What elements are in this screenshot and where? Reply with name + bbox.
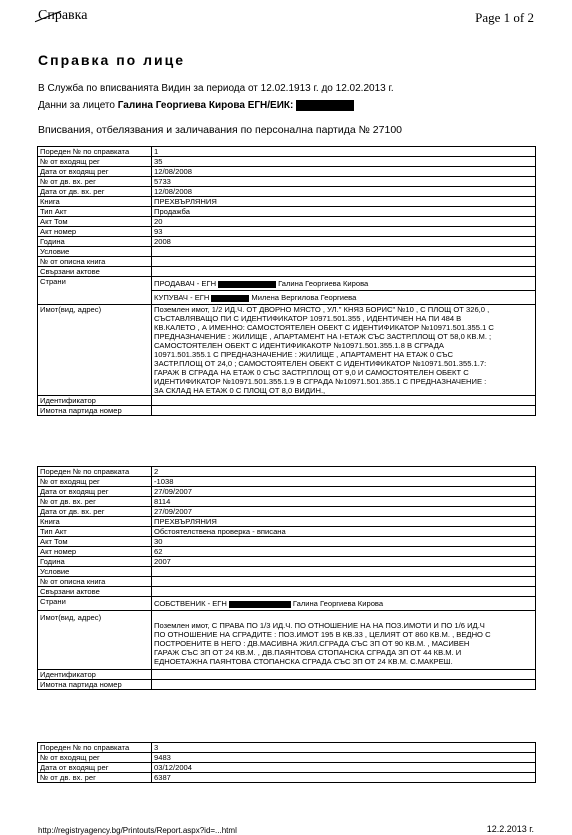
field-label: Свързани актове	[38, 587, 152, 597]
record-table-1	[37, 146, 536, 416]
property-line: ЗА СКЛАД НА ЕТАЖ 0 С ПЛОЩ ОТ 8,0 ВИДИН.,	[154, 386, 326, 395]
field-label: № от дв. вх. рег	[38, 497, 152, 507]
field-value	[152, 257, 536, 267]
field-label: Година	[38, 237, 152, 247]
table-row	[38, 396, 536, 406]
table-row	[38, 247, 536, 257]
property-row	[38, 611, 536, 670]
field-label: Свързани актове	[38, 267, 152, 277]
field-label: Пореден № по справката	[38, 147, 152, 157]
redaction-bar	[218, 281, 276, 288]
table-row	[38, 406, 536, 416]
field-label: Имот(вид, адрес)	[38, 305, 152, 396]
redaction-bar	[229, 601, 291, 608]
table-row	[38, 507, 536, 517]
table-row	[38, 267, 536, 277]
field-label: Тип Акт	[38, 527, 152, 537]
property-line: ЗАСТР.ПЛОЩ ОТ 24,0 ; САМОСТОЯТЕЛЕН ОБЕКТ С ИДЕНТИФИКАТОР №10971.501.355.1.7:	[154, 359, 487, 368]
table-row	[38, 197, 536, 207]
field-value: 35	[152, 157, 536, 167]
field-label: Имот(вид, адрес)	[38, 611, 152, 670]
table-row	[38, 537, 536, 547]
entries-line: Вписвания, отбелязвания и заличавания по персонална партида № 27100	[38, 124, 402, 136]
field-label: Имотна партида номер	[38, 406, 152, 416]
property-line: Поземлен имот, С ПРАВА ПО 1/3 ИД.Ч. ПО ОТНОШЕНИЕ НА НА ПОЗ.ИМОТИ И ПО 1/6 ИД.Ч	[154, 621, 485, 630]
property-line: СЪСТАВЛЯВАЩО ПИ С ИДЕНТИФИКАТОР 10971.501.355 , ИДЕНТИЧЕН НА ПИ 484 В	[154, 314, 462, 323]
redaction-bar	[296, 100, 354, 111]
table-row	[38, 753, 536, 763]
field-label: Акт Том	[38, 217, 152, 227]
party-role: КУПУВАЧ - ЕГН	[154, 293, 210, 302]
field-label: Година	[38, 557, 152, 567]
table-row	[38, 157, 536, 167]
field-label: № от дв. вх. рег	[38, 177, 152, 187]
field-label: Дата от входящ рег	[38, 167, 152, 177]
table-row	[38, 177, 536, 187]
field-value: 27/09/2007	[152, 507, 536, 517]
field-value: 12/08/2008	[152, 187, 536, 197]
field-label: № от описна книга	[38, 577, 152, 587]
field-value	[152, 267, 536, 277]
table-row	[38, 773, 536, 783]
table-row	[38, 487, 536, 497]
party-entry	[152, 277, 535, 290]
property-line: Поземлен имот, 1/2 ИД.Ч. ОТ ДВОРНО МЯСТО , УЛ." КНЯЗ БОРИС" №10 , С ПЛОЩ ОТ 326,0 ,	[154, 305, 490, 314]
field-value	[152, 680, 536, 690]
person-name: Галина Георгиева Кирова ЕГН/ЕИК:	[117, 100, 294, 112]
field-value: 8114	[152, 497, 536, 507]
field-value: 1	[152, 147, 536, 157]
table-row	[38, 743, 536, 753]
field-label: Дата от дв. вх. рег	[38, 507, 152, 517]
field-value: 12/08/2008	[152, 167, 536, 177]
table-row	[38, 567, 536, 577]
field-value: Продажба	[152, 207, 536, 217]
field-value: ПРЕХВЪРЛЯНИЯ	[152, 197, 536, 207]
redaction-bar	[211, 295, 249, 302]
table-row	[38, 467, 536, 477]
field-label: Акт номер	[38, 547, 152, 557]
property-line: ПО ОТНОШЕНИЕ НА СГРАДИТЕ : ПОЗ.ИМОТ 195 В КВ.33 , ЦЕЛИЯТ ОТ 860 КВ.М. , ВЕДНО С	[154, 630, 491, 639]
doc-label: Справка	[38, 8, 87, 24]
field-value	[152, 567, 536, 577]
table-row	[38, 497, 536, 507]
table-row	[38, 527, 536, 537]
field-label: Условие	[38, 247, 152, 257]
table-row	[38, 517, 536, 527]
property-line: САМОСТОЯТЕЛЕН ОБЕКТ С ИДЕНТИФИКАКОТР №10971.501.355.1.8 В СГРАДА	[154, 341, 444, 350]
person-prefix: Данни за лицето	[38, 100, 115, 112]
field-value: 2008	[152, 237, 536, 247]
party-name: Милена Вергилова Георгиева	[251, 293, 357, 302]
field-value: 5733	[152, 177, 536, 187]
field-label: Книга	[38, 197, 152, 207]
parties-value	[152, 277, 536, 305]
field-label: Имотна партида номер	[38, 680, 152, 690]
field-value	[152, 396, 536, 406]
field-label: № от описна книга	[38, 257, 152, 267]
table-row	[38, 670, 536, 680]
party-name: Галина Георгиева Кирова	[292, 599, 384, 608]
party-name: Галина Георгиева Кирова	[278, 279, 369, 288]
field-value: ПРЕХВЪРЛЯНИЯ	[152, 517, 536, 527]
table-row	[38, 147, 536, 157]
table-row	[38, 557, 536, 567]
field-label: Акт Том	[38, 537, 152, 547]
table-row	[38, 680, 536, 690]
field-value	[152, 247, 536, 257]
party-role: ПРОДАВАЧ - ЕГН	[154, 279, 217, 288]
table-row	[38, 207, 536, 217]
field-label: Акт номер	[38, 227, 152, 237]
table-row	[38, 227, 536, 237]
page-number: Page 1 of 2	[475, 10, 534, 25]
property-line: ЕДНОЕТАЖНА ПАЯНТОВА СТОПАНСКА СГРАДА СЪС ЗП ОТ 24 КВ.М. С.МАКРЕШ.	[154, 657, 453, 666]
party-entry	[152, 290, 535, 304]
property-line: ГАРАЖ СЪС ЗП ОТ 24 КВ.М. , ДВ.ПАЯНТОВА СТОПАНСКА СГРАДА ЗП ОТ 44 КВ.М. И	[154, 648, 462, 657]
property-line: ИДЕНТИФИКАТОР №10971.501.355.1.9 В СГРАДА №10971.501.355.1 С ПРЕДНАЗНАЧЕНИЕ :	[154, 377, 487, 386]
table-row	[38, 187, 536, 197]
party-role: СОБСТВЕНИК - ЕГН	[154, 599, 227, 608]
table-row	[38, 257, 536, 267]
field-value: 03/12/2004	[152, 763, 536, 773]
field-label: Условие	[38, 567, 152, 577]
property-line: ГАРАЖ В СГРАДА НА ЕТАЖ 0 СЪС ЗАСТР.ПЛОЩ ОТ 9,0 И САМОСТОЯТЕЛЕН ОБЕКТ С	[154, 368, 469, 377]
property-line: ПОСТРОЕНИТЕ В НЕГО : ДВ.МАСИВНА ЖИЛ.СГРАДА СЪС ЗП ОТ 90 КВ.М. , МАСИВЕН	[154, 639, 470, 648]
table-row	[38, 237, 536, 247]
parties-value	[152, 597, 536, 611]
table-row	[38, 477, 536, 487]
field-value	[152, 670, 536, 680]
property-row	[38, 305, 536, 396]
property-value	[152, 611, 536, 670]
field-value: 27/09/2007	[152, 487, 536, 497]
footer-date: 12.2.2013 г.	[486, 824, 534, 834]
field-label: Страни	[38, 597, 152, 611]
field-value: 93	[152, 227, 536, 237]
property-line: КВ.КАЛЕТО , А ИМЕННО: САМОСТОЯТЕЛЕН ОБЕКТ С ИДЕНТИФИКАТОР №10971.501.355.1 С	[154, 323, 494, 332]
table-row	[38, 547, 536, 557]
table-row	[38, 763, 536, 773]
field-label: № от дв. вх. рег	[38, 773, 152, 783]
field-label: № от входящ рег	[38, 477, 152, 487]
table-row	[38, 217, 536, 227]
record-table-3	[37, 742, 536, 783]
field-label: Тип Акт	[38, 207, 152, 217]
field-value: -1038	[152, 477, 536, 487]
field-value	[152, 406, 536, 416]
field-value: 6387	[152, 773, 536, 783]
table-row	[38, 167, 536, 177]
field-value: 9483	[152, 753, 536, 763]
table-row	[38, 587, 536, 597]
field-label: Дата от дв. вх. рег	[38, 187, 152, 197]
field-label: Дата от входящ рег	[38, 487, 152, 497]
parties-row	[38, 597, 536, 611]
field-value: 2	[152, 467, 536, 477]
field-value: 2007	[152, 557, 536, 567]
field-label: Пореден № по справката	[38, 467, 152, 477]
field-label: Идентификатор	[38, 396, 152, 406]
field-value: 30	[152, 537, 536, 547]
footer-url: http://registryagency.bg/Printouts/Report.aspx?id=...html	[38, 826, 237, 835]
field-value	[152, 577, 536, 587]
field-label: Идентификатор	[38, 670, 152, 680]
property-line: 10971.501.355.1 С ПРЕДНАЗНАЧЕНИЕ : ЖИЛИЩЕ , АПАРТАМЕНТ НА ЕТАЖ 0 СЪС	[154, 350, 453, 359]
page-title: Справка по лице	[38, 52, 185, 68]
period-line: В Служба по вписванията Видин за периода от 12.02.1913 г. до 12.02.2013 г.	[38, 83, 394, 94]
field-value: 3	[152, 743, 536, 753]
field-label: Книга	[38, 517, 152, 527]
property-value	[152, 305, 536, 396]
field-label: Страни	[38, 277, 152, 305]
field-value: 20	[152, 217, 536, 227]
table-row	[38, 577, 536, 587]
person-line	[38, 100, 354, 111]
record-table-2	[37, 466, 536, 690]
field-label: № от входящ рег	[38, 157, 152, 167]
field-value	[152, 587, 536, 597]
party-entry	[152, 597, 535, 610]
parties-row	[38, 277, 536, 305]
field-label: Пореден № по справката	[38, 743, 152, 753]
property-line: ПРЕДНАЗНАЧЕНИЕ : ЖИЛИЩЕ , АПАРТАМЕНТ НА І-ЕТАЖ СЪС ЗАСТР.ПЛОЩ ОТ 58,0 КВ.М. ;	[154, 332, 492, 341]
field-label: № от входящ рег	[38, 753, 152, 763]
field-value: 62	[152, 547, 536, 557]
field-value: Обстоятелствена проверка - вписана	[152, 527, 536, 537]
field-label: Дата от входящ рег	[38, 763, 152, 773]
